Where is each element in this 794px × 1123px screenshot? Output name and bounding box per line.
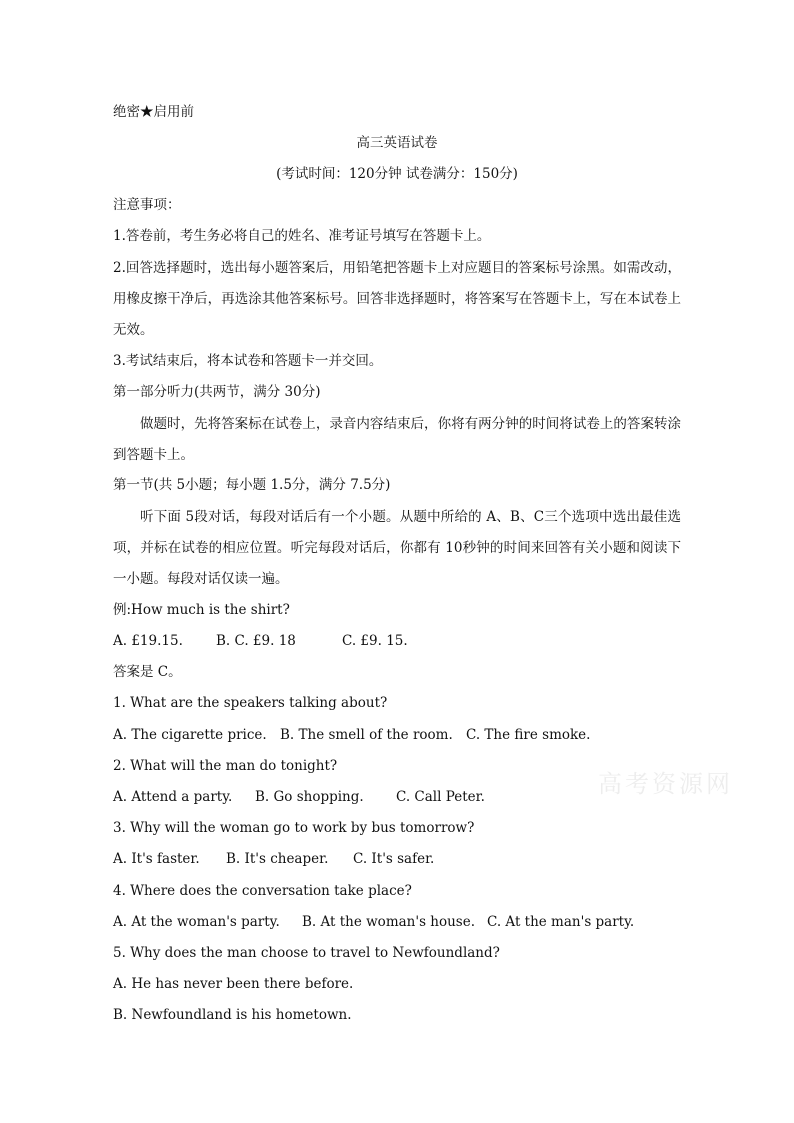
note-item-1: 1.答卷前，考生务必将自己的姓名、准考证号填写在答题卡上。 (113, 228, 491, 244)
question-4-option-c: C. At the man's party. (487, 914, 635, 930)
exam-info: (考试时间：120分钟 试卷满分：150分) (276, 166, 518, 182)
example-question: 例:How much is the shirt? (113, 602, 290, 618)
question-3-option-b: B. It's cheaper. (226, 851, 329, 867)
question-5-option-a: A. He has never been there before. (113, 976, 354, 992)
question-4-option-b: B. At the woman's house. (302, 914, 476, 930)
question-4-option-a: A. At the woman's party. (113, 914, 280, 930)
question-3: 3. Why will the woman go to work by bus tomorrow? (113, 820, 475, 836)
question-2-option-a: A. Attend a party. (113, 789, 233, 805)
example-option-c: C. £9. 15. (342, 633, 408, 649)
note-item-2: 2.回答选择题时，选出每小题答案后，用铅笔把答题卡上对应题目的答案标号涂黑。如需改动，用橡皮擦干净后，再选涂其他答案标号。回答非选择题时，将答案写在答题卡上，写在本试卷上无效。 (113, 260, 681, 338)
exam-title: 高三英语试卷 (356, 135, 438, 151)
question-1-option-a: A. The cigarette price. (113, 727, 267, 743)
question-1-option-b: B. The smell of the room. (280, 727, 453, 743)
question-5-option-b: B. Newfoundland is his hometown. (113, 1007, 352, 1023)
question-3-option-c: C. It's safer. (353, 851, 435, 867)
question-2-option-c: C. Call Peter. (396, 789, 485, 805)
confidential-label: 绝密★启用前 (113, 104, 194, 120)
question-1: 1. What are the speakers talking about? (113, 695, 388, 711)
question-3-option-a: A. It's faster. (113, 851, 200, 867)
notes-heading: 注意事项： (113, 197, 181, 213)
watermark: 高考资源网 (598, 770, 733, 798)
question-5: 5. Why does the man choose to travel to Newfoundland? (113, 945, 500, 961)
section1-heading: 第一节(共 5小题；每小题 1.5分，满分 7.5分) (113, 477, 391, 493)
section1-instruction: 听下面 5段对话，每段对话后有一个小题。从题中所给的 A、B、C三个选项中选出最佳选项，并标在试卷的相应位置。听完每段对话后，你都有 10秒钟的时间来回答有关小题和阅读下一小题。每段对话仅读一遍。 (113, 509, 681, 587)
question-4: 4. Where does the conversation take place? (113, 883, 412, 899)
part1-instruction: 做题时，先将答案标在试卷上，录音内容结束后，你将有两分钟的时间将试卷上的答案转涂到答题卡上。 (113, 416, 681, 463)
question-1-option-c: C. The fire smoke. (466, 727, 591, 743)
part1-heading: 第一部分听力(共两节，满分 30分) (113, 384, 321, 400)
question-2: 2. What will the man do tonight? (113, 758, 338, 774)
example-option-b: B. C. £9. 18 (216, 633, 296, 649)
note-item-3: 3.考试结束后，将本试卷和答题卡一并交回。 (113, 353, 383, 369)
example-option-a: A. £19.15. (113, 633, 183, 649)
question-2-option-b: B. Go shopping. (255, 789, 364, 805)
example-answer: 答案是 C。 (113, 664, 182, 680)
